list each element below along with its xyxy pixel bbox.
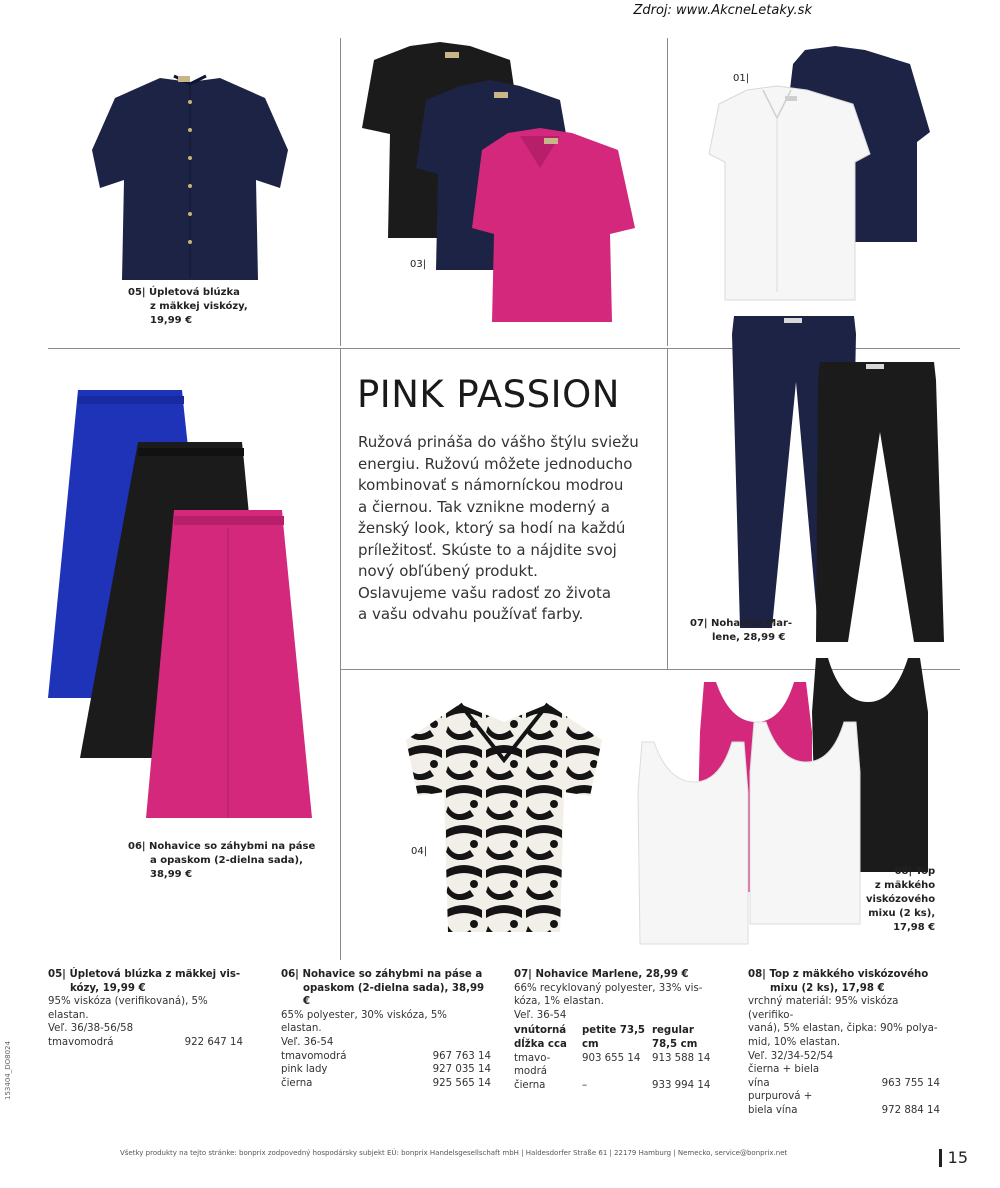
- divider-v-mid-right: [667, 349, 668, 669]
- petite-code: 903 655 14: [582, 1052, 641, 1064]
- color-name: tmavomodrá: [281, 1050, 347, 1062]
- intro-line: nový obľúbený produkt.: [358, 562, 538, 580]
- color-name: pink lady: [281, 1064, 328, 1076]
- details-05-head: 05| Úpletová blúzka z mäkkej vis-: [48, 969, 241, 980]
- page-title: PINK PASSION: [357, 373, 620, 416]
- details-07-row: [514, 1079, 719, 1093]
- details-06-head: opaskom (2-dielna sada), 38,99 €: [303, 982, 485, 1008]
- product-04-patterned-top-image: [404, 700, 604, 935]
- details-07-table-head: [514, 1024, 719, 1051]
- intro-text: [358, 432, 658, 626]
- details-08-line: vaná), 5% elastan, čipka: 90% polya-: [748, 1023, 938, 1035]
- intro-line: a čiernou. Tak vznikne moderný a: [358, 497, 610, 516]
- article-code: 963 755 14: [881, 1077, 940, 1089]
- caption-05: [128, 286, 248, 328]
- details-05: [48, 968, 243, 1050]
- divider-h-mid-center: [340, 669, 667, 670]
- details-08-line: mid, 10% elastan.: [748, 1036, 841, 1048]
- caption-07-line1: 07| Nohavice Mar-: [690, 618, 793, 629]
- details-06-row: [281, 1063, 491, 1077]
- details-08-head: 08| Top z mäkkého viskózového: [748, 969, 929, 980]
- color-name: purpurová +: [748, 1091, 813, 1103]
- caption-05-line2: z mäkkej viskózy,: [150, 301, 248, 312]
- color-name: čierna: [514, 1079, 546, 1091]
- caption-08-line2: z mäkkého: [874, 880, 936, 891]
- article-code: 925 565 14: [432, 1077, 491, 1089]
- label-03: 03|: [410, 259, 427, 270]
- footer-legal: Všetky produkty na tejto stránke: bonprix zodpovedný hospodársky subjekt EÚ: bonprix Handelsgesellschaft mbH | Haldesdorfer Straße 61 | 22179 Hamburg | Nemecko, service@bonprix.net: [120, 1149, 788, 1157]
- color-name: tmavomodrá: [48, 1036, 114, 1048]
- color-name: tmavo-modrá: [514, 1052, 551, 1078]
- article-code: 967 763 14: [432, 1050, 491, 1062]
- product-07-trousers-image: [730, 312, 950, 652]
- details-07-line: Veľ. 36-54: [514, 1009, 567, 1021]
- details-06-line: 65% polyester, 30% viskóza, 5%: [281, 1009, 447, 1021]
- details-06-head: 06| Nohavice so záhybmi na páse a: [281, 969, 483, 980]
- details-07-line: kóza, 1% elastan.: [514, 996, 604, 1008]
- regular-code: 913 588 14: [652, 1052, 711, 1064]
- caption-08-line3: viskózového: [866, 894, 936, 905]
- label-04: 04|: [411, 846, 428, 857]
- color-name: biela vína: [748, 1104, 798, 1116]
- details-08-head: mixu (2 ks), 17,98 €: [770, 982, 885, 994]
- product-06-wide-trousers-image: [40, 388, 320, 830]
- caption-08-line4: mixu (2 ks),: [868, 908, 936, 919]
- caption-06-line1: 06| Nohavice so záhybmi na páse: [128, 841, 316, 852]
- details-05-row: [48, 1036, 243, 1050]
- caption-08: [866, 865, 935, 935]
- details-08-line: čierna + biela: [748, 1064, 820, 1076]
- intro-line: kombinovať s námorníckou modrou: [358, 476, 624, 494]
- divider-v-mid-left: [340, 349, 341, 669]
- col-regular: regular 78,5 cm: [652, 1025, 698, 1050]
- intro-line: a vašu odvahu používať farby.: [358, 605, 584, 623]
- col-petite: petite 73,5 cm: [582, 1025, 646, 1050]
- details-07-line: 66% recyklovaný polyester, 33% vis-: [514, 982, 703, 994]
- source-watermark: Zdroj: www.AkcneLetaky.sk: [633, 3, 812, 18]
- caption-05-line1: 05| Úpletová blúzka: [128, 287, 240, 298]
- divider-v-bottom-left: [340, 670, 341, 960]
- color-name: čierna: [281, 1077, 313, 1089]
- details-08-row: [748, 1077, 940, 1091]
- details-07-head: 07| Nohavice Marlene, 28,99 €: [514, 969, 689, 980]
- details-05-line: Veľ. 36/38-56/58: [48, 1023, 134, 1035]
- intro-line: príležitosť. Skúste to a nájdite svoj: [358, 540, 617, 559]
- details-08: [748, 968, 940, 1118]
- details-06-line: Veľ. 36-54: [281, 1036, 334, 1048]
- color-name: vína: [748, 1077, 770, 1089]
- article-code: 927 035 14: [432, 1064, 491, 1076]
- caption-06-price: 38,99 €: [150, 869, 193, 880]
- details-08-row: [748, 1090, 940, 1104]
- intro-line: energiu. Ružovú môžete jednoducho: [358, 454, 633, 473]
- product-03-tops-image: [360, 38, 660, 323]
- caption-06: [128, 840, 315, 882]
- article-code: 972 884 14: [881, 1104, 940, 1116]
- details-08-line: Veľ. 32/34-52/54: [748, 1050, 834, 1062]
- caption-08-price: 17,98 €: [893, 922, 936, 933]
- caption-07: [690, 617, 792, 645]
- label-01: 01|: [733, 73, 750, 84]
- details-06-row: [281, 1077, 491, 1091]
- details-05-head: kózy, 19,99 €: [70, 982, 146, 994]
- details-08-row: [748, 1104, 940, 1118]
- divider-v-top-left: [340, 38, 341, 346]
- details-05-line: 95% viskóza (verifikovaná), 5% elastan.: [48, 996, 208, 1021]
- details-07: [514, 968, 719, 1092]
- details-06: [281, 968, 491, 1090]
- details-07-row: [514, 1052, 719, 1079]
- details-08-line: vrchný materiál: 95% viskóza (verifiko-: [748, 996, 899, 1021]
- caption-05-price: 19,99 €: [150, 315, 193, 326]
- details-06-row: [281, 1050, 491, 1064]
- caption-06-line2: a opaskom (2-dielna sada),: [150, 855, 303, 866]
- intro-line: Oslavujeme vašu radosť zo života: [358, 583, 612, 602]
- caption-08-line1: 08| Top: [894, 866, 936, 877]
- regular-code: 933 994 14: [652, 1079, 711, 1091]
- details-06-line: elastan.: [281, 1023, 322, 1035]
- col-inner-length: vnútorná dĺžka cca: [514, 1025, 567, 1050]
- intro-line: ženský look, ktorý sa hodí na každú: [358, 519, 626, 537]
- side-code: 153404_DO8024: [4, 1041, 12, 1100]
- product-05-navy-blouse-image: [90, 70, 290, 290]
- caption-07-price: lene, 28,99 €: [712, 632, 786, 643]
- petite-code: –: [582, 1079, 588, 1091]
- page-number: 15: [939, 1149, 968, 1167]
- article-code: 922 647 14: [184, 1036, 243, 1048]
- divider-v-top-right: [667, 38, 668, 346]
- intro-line: Ružová prináša do vášho štýlu sviežu: [358, 433, 639, 451]
